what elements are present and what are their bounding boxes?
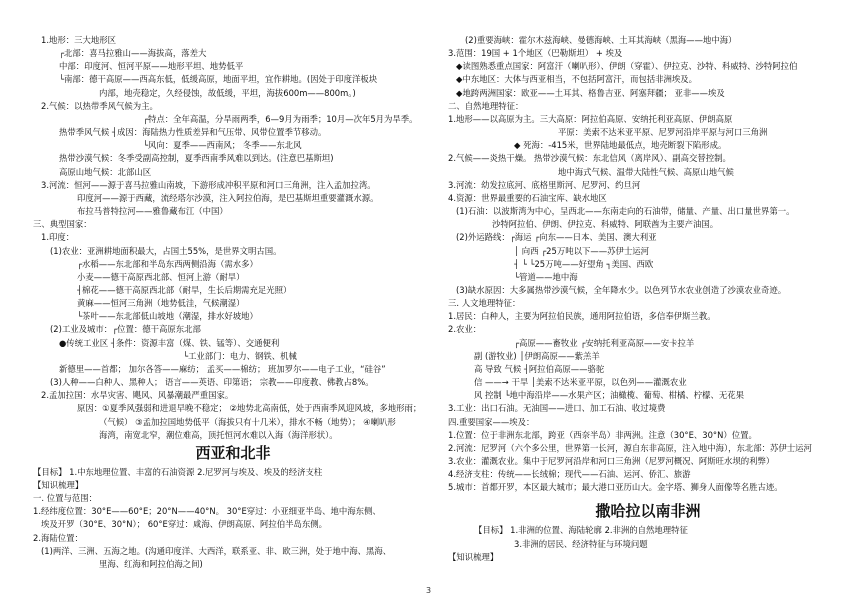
text-line: 原因：①夏季风强弱和进退早晚不稳定； ②地势北高南低，处于西南季风迎风坡，多地形雨； (77, 403, 422, 414)
text-line: └管道——地中海 (514, 271, 578, 282)
text-line: 三、典型国家： (33, 219, 92, 230)
text-line: ┌特点：全年高温，分旱雨两季，6—9月为雨季；10月—次年5月为旱季。 (143, 113, 418, 124)
text-line: (1)两洋、三洲、五海之地。(沟通印度洋、大西洋，联系亚、非、欧三洲，处于地中海、黑海、 (41, 545, 392, 556)
text-line: 布拉马普特拉河——雅鲁藏布江（中国） (77, 206, 228, 217)
text-line: └风向：夏季——西南风； 冬季——东北风 (143, 140, 302, 151)
text-line: 沙特阿拉伯、伊朗、伊拉克、科威特、阿联酋为主要产油国。 (492, 219, 719, 230)
text-line: 3.范围：19国 + 1个地区（巴勒斯坦） + 埃及 (448, 48, 623, 59)
text-line: 小麦——德干高原西北部、恒河上游（耐旱） (77, 271, 245, 282)
text-line: 海湾，南宽北窄，潮位难高，顶托恒河水难以入海（海洋形状）。 (99, 429, 338, 440)
text-line: ◆ 死海：-415米，世界陆地最低点，地壳断裂下陷形成。 (514, 140, 727, 151)
left-column (33, 34, 433, 571)
text-line: 高 导致 气候 ┤阿拉伯高原——骆驼 (474, 363, 605, 374)
text-line: ◆读图熟悉重点国家：阿富汗（喇叭形）、伊朗（穿霍）、伊拉克、沙特、科威特、沙特阿拉伯 (456, 61, 798, 72)
text-line: 2.气候：以热带季风气候为主。 (41, 100, 158, 111)
text-line: 平原：美索不达米亚平原、尼罗河沿岸平原与河口三角洲 (558, 127, 768, 138)
text-line: 内部，地壳稳定，久经侵蚀，故低缓，平坦，海拔600m——800m。) (99, 87, 356, 98)
text-line: 3.河流：幼发拉底河、底格里斯河、尼罗河、约旦河 (448, 179, 641, 190)
text-line: （气候） ③孟加拉国地势低平（海拔只有十几米），排水不畅（地势）； ④喇叭形 (99, 416, 396, 427)
text-line: 2.气候——炎热干燥。 热带沙漠气候：东北信风（离岸风）、副高交替控制。 (448, 153, 731, 164)
text-line: (1)农业：亚洲耕地面积最大，占国土55%，是世界文明古国。 (50, 245, 282, 256)
text-line: ◆中东地区：大体与西亚相当，不包括阿富汗，而包括非洲埃及。 (456, 74, 697, 85)
text-line: 【目标】 1.中东地理位置、丰富的石油资源 2.尼罗河与埃及、埃及的经济支柱 (33, 466, 323, 477)
text-line: 3.农业：灌溉农业。集中于尼罗河沿岸和河口三角洲（尼罗河概况、阿斯旺水坝的利弊） (448, 456, 775, 466)
text-line: 2.海陆位置： (33, 532, 83, 543)
text-line: │ 向西 ┌25万吨以下——苏伊士运河 (514, 245, 649, 256)
text-line: 风 控制 └地中海沿岸——水果产区；油橄榄、葡萄、柑橘、柠檬、无花果 (474, 390, 744, 401)
text-line: 里海、红海和阿拉伯海之间) (99, 558, 203, 569)
text-line: └工业部门：电力、钢铁、机械 (183, 350, 297, 361)
text-line: ┤ └ └25万吨——好望角 ┐美国、西欧 (514, 258, 654, 269)
section-title: 撒哈拉以南非洲 (595, 502, 701, 521)
right-column (448, 34, 848, 564)
text-line: ┌北部：喜马拉雅山——海拔高，落差大 (59, 48, 207, 59)
text-line: (2)重要海峡：霍尔木兹海峡、曼德海峡、土耳其海峡（黑海——地中海） (465, 35, 737, 45)
text-line: 地中海式气候、温带大陆性气候、高原山地气候 (558, 166, 734, 177)
text-line: 一. 位置与范围： (33, 493, 97, 504)
text-line: 四.重要国家——埃及： (448, 416, 535, 427)
text-line: 副 (游牧业) │伊朗高原——紫羔羊 (474, 350, 600, 361)
text-line: 埃及开罗（30°E、30°N）； 60°E穿过：咸海、伊朗高原、阿拉伯半岛东侧。 (41, 519, 327, 530)
text-line: ┌高原——畜牧业 ┌安纳托利亚高原——安卡拉羊 (514, 337, 695, 348)
text-line: (1)石油：以波斯湾为中心，呈西北——东南走向的石油带，储量、产量、出口量世界第一。 (456, 206, 795, 217)
text-line: (2)外运路线：┌海运 ┌向东——日本、美国、澳大利亚 (456, 232, 657, 243)
text-line: ●传统工业区 ┤条件：资源丰富（煤、铁、锰等）、交通便利 (59, 337, 280, 348)
page-number: 3 (426, 586, 432, 595)
text-line: 1.地形：三大地形区 (41, 35, 116, 45)
text-line: 印度河——源于西藏，流经塔尔沙漠，注入阿拉伯海，是巴基斯坦重要灌溉水源。 (77, 192, 379, 203)
text-line: 二、自然地理特征： (448, 100, 524, 111)
text-line: 高原山地气候：北部山区 (59, 166, 152, 177)
text-line: 2.河流：尼罗河（六个多公里，世界第一长河，源自东非高原，注入地中海），东北部：苏伊士运河 (448, 442, 812, 453)
text-line: 3.非洲的居民、经济特征与环境问题 (514, 538, 648, 549)
text-line: 1.印度： (41, 232, 75, 243)
text-line: ┌水稻——东北部和半岛东西两侧沿海（需水多） (77, 258, 258, 269)
text-line: (2)工业及城市：┌位置：德干高原东北部 (50, 324, 201, 335)
text-line: 热带季风气候 ┤成因：海陆热力性质差异和气压带、风带位置季节移动。 (59, 127, 327, 138)
text-line: 4.资源：世界最重要的石油宝库、缺水地区 (448, 192, 607, 203)
text-line: (3)人种——白种人、黑种人； 语言——英语、印第语； 宗教——印度教、佛教占8%。 (50, 377, 374, 388)
text-line: 3.河流：恒河——源于喜马拉雅山南坡，下游形成冲积平原和河口三角洲，注入孟加拉湾。 (41, 179, 376, 190)
text-line: (3)缺水原因：大多属热带沙漠气候，全年降水少。以色列节水农业创造了沙漠农业奇迹。 (456, 284, 787, 295)
text-line: 中部：印度河、恒河平原——地形平坦、地势低平 (59, 61, 244, 72)
text-line: 【知识梳理】 (33, 480, 84, 490)
text-line: 4.经济支柱：传统——长绒棉；现代——石油、运河、侨汇、旅游 (448, 469, 691, 480)
text-line: 信 ——→ 干旱 │美索不达米亚平原，以色列——灌溉农业 (474, 377, 687, 388)
text-line: 三. 人文地理特征： (448, 298, 521, 309)
text-line: 5.城市：首都开罗，本区最大城市；最大港口亚历山大。金字塔、狮身人面像等名胜古迹。 (448, 482, 783, 493)
text-line: └茶叶——东北部低山坡地（潮湿，排水好坡地） (77, 311, 258, 322)
text-line: 1.居民：白种人，主要为阿拉伯民族，通用阿拉伯语，多信奉伊斯兰教。 (448, 311, 716, 322)
text-line: ┤棉花——德干高原西北部（耐旱，生长后期需充足光照） (77, 284, 292, 295)
text-line: 1.位置：位于非洲东北部，跨亚（西奈半岛）非两洲。注意（30°E、30°N）位置。 (448, 429, 757, 440)
text-line: 【目标】 1.非洲的位置、海陆轮廓 2.非洲的自然地理特征 (474, 525, 688, 536)
text-line: 热带沙漠气候：冬季受副高控制，夏季西南季风难以到达。(注意巴基斯坦) (59, 153, 334, 164)
text-line: └南部：德干高原——西高东低，低缓高原，地面平坦，宜作耕地。(因处于印度洋板块 (59, 74, 378, 85)
text-line: 1.地形——以高原为主。三大高原：阿拉伯高原、安纳托利亚高原、伊朗高原 (448, 113, 733, 124)
text-line: 黄麻——恒河三角洲（地势低洼，气候潮湿） (77, 298, 245, 309)
text-line: 3.工业：出口石油。无油国——进口、加工石油、收过境费 (448, 403, 666, 414)
text-line: 2.孟加拉国：水旱灾害、飓风、风暴潮最严重国家。 (41, 390, 234, 401)
text-line: 2.农业： (448, 324, 482, 335)
text-line: ◆地跨两洲国家：欧亚——土耳其、格鲁吉亚、阿塞拜疆； 亚非——埃及 (456, 87, 725, 98)
text-line: 新德里——首都； 加尔各答——麻纺； 孟买——棉纺； 班加罗尔——电子工业，“硅谷” (59, 363, 386, 374)
section-title: 西亚和北非 (195, 443, 271, 462)
text-line: 1.经纬度位置：30°E——60°E；20°N——40°N。 30°E穿过：小亚细亚半岛、地中海东侧、 (33, 506, 381, 517)
text-line: 【知识梳理】 (448, 551, 499, 562)
